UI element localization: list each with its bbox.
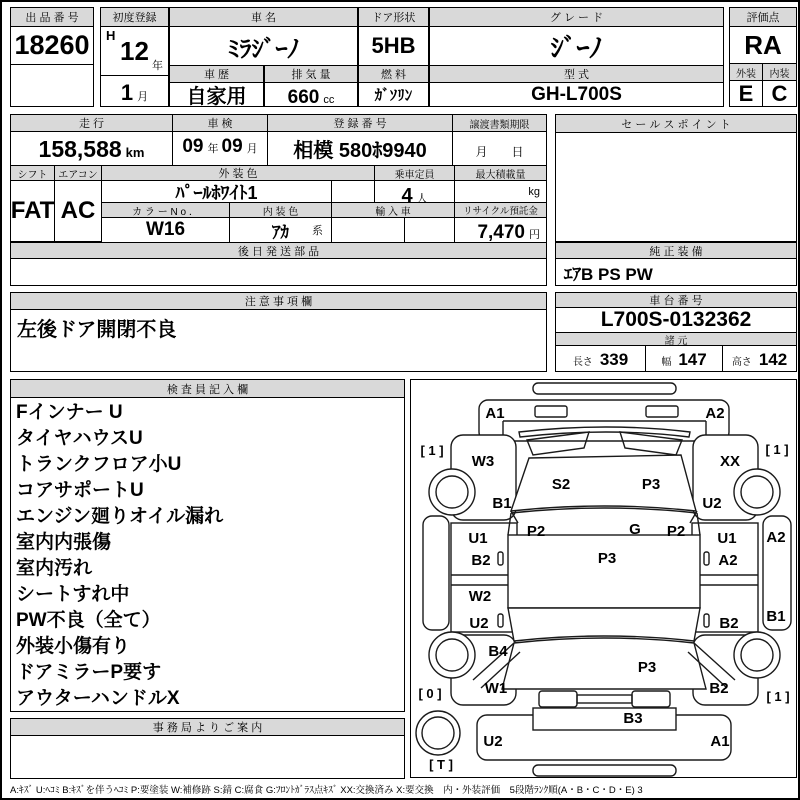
inspector-note-line: 室内汚れ: [16, 558, 93, 579]
spec-height-label: 高さ: [731, 357, 752, 368]
transfer-deadline-header: 譲渡書類期限: [452, 114, 547, 132]
tire-grade-front-left: [ 1 ]: [420, 443, 444, 458]
spec-length-label: 長さ: [572, 357, 593, 368]
interior-color-header: 内 装 色: [229, 202, 332, 218]
exterior-grade-value: E: [729, 80, 763, 107]
damage-w2-rear-door-left: W2: [468, 588, 492, 605]
mileage-header: 走 行: [10, 114, 173, 132]
score-value: RA: [729, 26, 797, 64]
cowl-strip-shape: [519, 427, 690, 437]
damage-b2-front-door-left: B2: [471, 552, 491, 569]
payload-unit-cell: kg: [454, 180, 547, 203]
tailgate-shape: [502, 638, 706, 689]
damage-w1-rear-quarter-left: W1: [484, 680, 508, 697]
first-registration-header: 初度登録: [100, 7, 169, 27]
damage-b1-front-fender-left: B1: [492, 495, 512, 512]
rear-lower-bar-shape: [533, 765, 676, 776]
spec-length-value: 339: [599, 350, 629, 369]
import-header: 輸 入 車: [331, 202, 455, 218]
transfer-month-label: 月: [475, 145, 488, 159]
score-header: 評価点: [729, 7, 797, 27]
damage-a2-front-door-right: A2: [718, 552, 738, 569]
displacement-unit: cc: [323, 94, 335, 106]
chassis-no-header: 車 台 番 号: [555, 292, 797, 308]
taillight-left-shape: [539, 691, 577, 707]
headlight-left-shape: [535, 406, 567, 417]
registration-no-header: 登 録 番 号: [267, 114, 453, 132]
interior-grade-value: C: [762, 80, 797, 107]
inspection-month: 09: [221, 136, 243, 157]
damage-a2-hood-right: A2: [705, 405, 725, 422]
specs-header: 諸 元: [555, 332, 797, 346]
damage-p3-windshield: P3: [641, 476, 661, 493]
damage-a1-rear-bumper-right: A1: [710, 733, 730, 750]
inspector-note-line: Fインナー U: [16, 402, 123, 423]
damage-p2-pillar-right: P2: [666, 523, 686, 540]
mileage-unit: km: [125, 145, 145, 160]
damage-p2-pillar-left: P2: [526, 523, 546, 540]
inspection-month-unit: 月: [246, 143, 258, 155]
auction-no-header: 出 品 番 号: [10, 7, 94, 27]
displacement-value-cell: [264, 82, 358, 107]
displacement-header: 排 気 量: [264, 65, 358, 83]
inspector-note-line: シートすれ中: [16, 584, 130, 605]
transfer-deadline-cell: [452, 131, 547, 166]
year-unit: 年: [152, 60, 163, 72]
color-no-value: W16: [101, 217, 230, 243]
rear-window-shape: [508, 608, 700, 641]
recycle-deposit-value: 7,470: [477, 222, 525, 243]
headlight-right-shape: [646, 406, 678, 417]
inspector-note-line: アウターハンドルX: [16, 688, 180, 709]
interior-color-value: ｱｶ: [272, 222, 289, 242]
oem-equipment-header: 純 正 装 備: [555, 242, 797, 259]
spec-height-value: 142: [758, 350, 788, 369]
payload-header: 最大積載量: [454, 165, 547, 181]
tire-grade-front-right: [ 1 ]: [765, 442, 789, 457]
month-unit: 月: [137, 91, 149, 103]
caution-text: 左後ドア開閉不良: [10, 309, 547, 372]
shift-value: FAT: [10, 180, 55, 242]
sales-point-header: セ ー ル ス ポ イ ン ト: [555, 114, 797, 133]
sill-left-shape: [423, 516, 449, 630]
damage-u1-front-door-right: U1: [717, 530, 737, 547]
interior-color-suffix: 系: [312, 225, 323, 237]
inspector-notes-header: 検 査 員 記 入 欄: [10, 379, 405, 398]
fuel-value: ｶﾞｿﾘﾝ: [358, 82, 429, 107]
taillight-right-shape: [632, 691, 670, 707]
interior-grade-header: 内装: [762, 63, 797, 81]
recycle-deposit-unit: 円: [529, 229, 540, 241]
door-shape-header: ドア形状: [358, 7, 429, 27]
office-info-header: 事 務 局 よ り ご 案 内: [10, 718, 405, 736]
inspector-note-line: 外装小傷有り: [16, 636, 131, 657]
spec-length-cell: [555, 345, 646, 372]
inspection-value-cell: [172, 131, 268, 166]
inspector-note-line: ドアミラーP要す: [16, 662, 162, 683]
roof-shape: [508, 535, 700, 608]
oem-equipment-value: ｴｱB PS PW: [555, 258, 797, 286]
import-empty-cell-1: [331, 217, 405, 243]
ac-header: エアコン: [54, 165, 102, 181]
damage-b3-rear-panel: B3: [623, 710, 643, 727]
first-registration-month: 1: [120, 80, 134, 105]
damage-u2-rear-door-left: U2: [469, 615, 489, 632]
grade-value: ｼﾞｰﾉ: [429, 26, 724, 66]
inspection-header: 車 検: [172, 114, 268, 132]
ac-value: AC: [54, 180, 102, 242]
damage-b2-rear-door-right: B2: [719, 615, 739, 632]
inspector-notes-box: [10, 397, 405, 712]
damage-diagram-box: [410, 379, 797, 778]
door-shape-value: 5HB: [358, 26, 429, 66]
damage-u2-rear-bumper-left: U2: [483, 733, 503, 750]
capacity-value-cell: [374, 180, 455, 203]
recycle-deposit-header: リサイクル預託金: [454, 202, 547, 218]
spec-height-cell: [722, 345, 797, 372]
spec-width-label: 幅: [661, 357, 672, 368]
damage-w3-front-fender-left: W3: [471, 453, 495, 470]
damage-p3-tailgate: P3: [637, 659, 657, 676]
recycle-deposit-cell: [454, 217, 547, 243]
inspector-note-line: トランクフロア小U: [16, 454, 182, 475]
damage-b1-sill-right: B1: [766, 608, 786, 625]
displacement-value: 660: [287, 87, 320, 107]
tire-grade-rear-left: [ 0 ]: [418, 686, 442, 701]
capacity-unit: 人: [416, 193, 428, 203]
license-garnish-shape: [577, 695, 632, 703]
spare-tire-grade: [ T ]: [429, 757, 453, 772]
windshield-shape: [511, 455, 696, 511]
history-value: 自家用: [169, 82, 264, 107]
model-code-header: 型 式: [429, 65, 724, 83]
damage-u2-front-fender-right: U2: [702, 495, 722, 512]
spec-width-cell: [645, 345, 723, 372]
history-header: 車 歴: [169, 65, 264, 83]
grade-header: グ レ ー ド: [429, 7, 724, 27]
mileage-value-cell: [10, 131, 173, 166]
damage-xx-front-fender-right: XX: [719, 453, 741, 470]
car-name-value: ﾐﾗｼﾞｰﾉ: [169, 26, 358, 66]
auction-no-empty-cell: [10, 64, 94, 107]
capacity-header: 乗車定員: [374, 165, 455, 181]
color-no-header: カ ラ ー N o ．: [101, 202, 230, 218]
inspector-note-line: コアサポートU: [16, 480, 144, 501]
chassis-no-value: L700S-0132362: [555, 307, 797, 333]
shift-header: シフト: [10, 165, 55, 181]
car-name-header: 車 名: [169, 7, 358, 27]
auction-no-value: 18260: [10, 26, 94, 65]
damage-u1-front-door-left: U1: [468, 530, 488, 547]
spec-width-value: 147: [678, 350, 707, 369]
era-letter: H: [106, 28, 116, 43]
damage-a2-sill-right: A2: [766, 529, 786, 546]
damage-g-cowl: G: [629, 521, 641, 538]
sales-point-box: [555, 132, 797, 242]
transfer-day-label: 日: [511, 145, 524, 159]
inspection-year: 09: [182, 136, 204, 157]
inspector-note-line: エンジン廻りオイル漏れ: [16, 506, 224, 527]
exterior-grade-header: 外装: [729, 63, 763, 81]
damage-code-legend: A:ｷｽﾞ U:ﾍｺﾐ B:ｷｽﾞを伴うﾍｺﾐ P:要塗装 W:補修跡 S:錆 C:腐食 G:ﾌﾛﾝﾄｶﾞﾗｽ点ｷｽﾞ XX:交換済み X:要交換 内・外装評価 5段階ﾗﾝｸ順(A・B・C・D・E) 3: [10, 785, 643, 796]
damage-a1-hood-left: A1: [485, 405, 505, 422]
exterior-color-empty-cell: [331, 180, 375, 203]
front-bumper-shape: [533, 383, 676, 394]
inspector-note-line: 室内内張傷: [16, 532, 112, 553]
first-registration-year: 12: [120, 35, 149, 66]
inspector-note-line: タイヤハウスU: [16, 428, 143, 449]
tire-grade-rear-right: [ 1 ]: [766, 689, 790, 704]
registration-no-value: 相模 580ﾎ9940: [267, 131, 453, 166]
inspection-year-unit: 年: [207, 143, 219, 155]
rear-panel-shape: [533, 708, 676, 730]
car-damage-diagram: [411, 380, 796, 777]
damage-s2-windshield: S2: [551, 476, 571, 493]
later-shipped-parts-box: [10, 258, 547, 286]
first-registration-year-cell: [100, 26, 169, 76]
office-info-box: [10, 735, 405, 779]
import-empty-cell-2: [404, 217, 455, 243]
exterior-color-header: 外 装 色: [101, 165, 375, 181]
mileage-value: 158,588: [38, 136, 122, 162]
damage-b2-rear-quarter-right: B2: [709, 680, 729, 697]
exterior-color-value: ﾊﾟｰﾙﾎﾜｲﾄ1: [101, 180, 332, 203]
model-code-value: GH-L700S: [429, 82, 724, 107]
first-registration-month-cell: [100, 75, 169, 107]
capacity-value: 4: [401, 185, 413, 203]
caution-header: 注 意 事 項 欄: [10, 292, 547, 310]
damage-b4-rear-quarter-left: B4: [488, 643, 508, 660]
interior-color-value-cell: [229, 217, 332, 243]
later-shipped-parts-header: 後 日 発 送 部 品: [10, 242, 547, 259]
damage-p3-roof: P3: [597, 550, 617, 567]
inspector-note-line: PW不良（全て）: [16, 610, 161, 631]
fuel-header: 燃 料: [358, 65, 429, 83]
